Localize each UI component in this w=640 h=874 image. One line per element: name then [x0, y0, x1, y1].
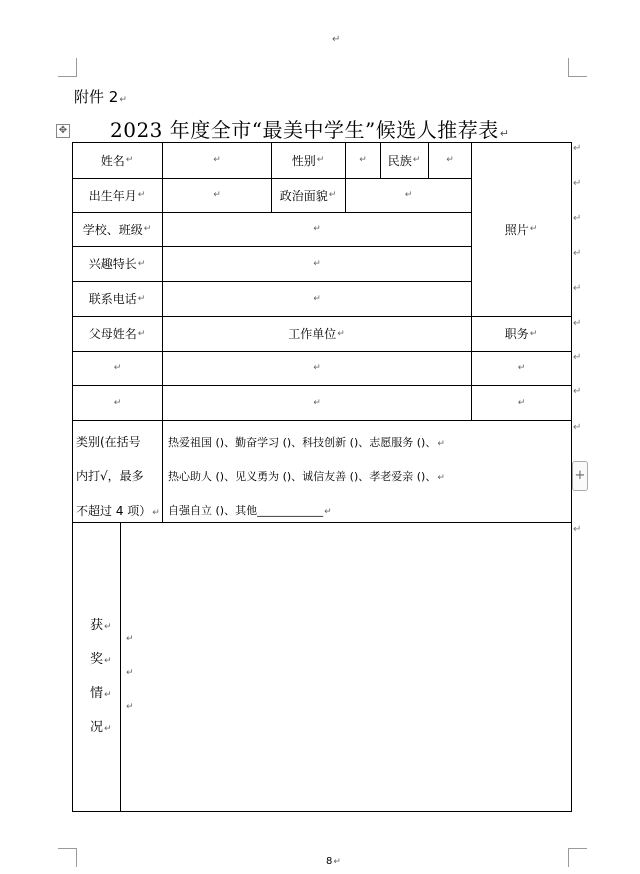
add-row-button[interactable]: + — [572, 461, 588, 491]
awards-label: 况↵ — [90, 720, 112, 735]
ethnicity-label: 民族 ↵ — [387, 153, 421, 168]
table-move-handle-icon[interactable]: ✥ — [56, 124, 70, 138]
category-options[interactable]: 自强自立 ()、其他____________↵ — [168, 504, 332, 517]
page-number: 8↵ — [326, 856, 341, 867]
row-end-mark: ↵ — [573, 318, 582, 329]
birth-field[interactable]: ↵ — [213, 190, 221, 200]
workplace-field[interactable]: ↵ — [313, 397, 321, 408]
category-options[interactable]: 热心助人 ()、见义勇为 ()、诚信友善 ()、孝老爱亲 ()、↵ — [168, 470, 445, 483]
phone-label: 联系电话 ↵ — [88, 292, 146, 306]
gender-label: 性别 ↵ — [291, 153, 325, 168]
gender-field[interactable]: ↵ — [359, 155, 367, 165]
paragraph-mark: ↵ — [332, 34, 341, 45]
position-field[interactable]: ↵ — [517, 397, 526, 408]
page-corner-mark — [58, 58, 77, 77]
page-corner-mark — [568, 848, 587, 867]
category-label: 内打√，最多 — [76, 469, 144, 483]
row-end-mark: ↵ — [573, 178, 582, 189]
politics-field[interactable]: ↵ — [404, 190, 413, 200]
awards-label: 情↵ — [90, 686, 112, 701]
row-end-mark: ↵ — [573, 143, 582, 154]
awards-field[interactable]: ↵ — [126, 668, 134, 678]
name-label: 姓名 ↵ — [100, 153, 134, 168]
awards-label: 奖↵ — [90, 652, 112, 667]
politics-label: 政治面貌 ↵ — [279, 188, 337, 203]
row-end-mark: ↵ — [573, 386, 582, 397]
parent-name-field[interactable]: ↵ — [113, 363, 122, 373]
awards-field[interactable]: ↵ — [126, 634, 134, 644]
attachment-label: 附件 2↵ — [74, 88, 127, 106]
workplace-field[interactable]: ↵ — [313, 363, 321, 373]
name-field[interactable]: ↵ — [213, 155, 221, 165]
birth-label: 出生年月 ↵ — [88, 188, 146, 203]
hobby-field[interactable]: ↵ — [313, 258, 321, 269]
ethnicity-field[interactable]: ↵ — [446, 155, 454, 165]
row-end-mark: ↵ — [573, 283, 582, 294]
phone-field[interactable]: ↵ — [313, 293, 321, 304]
parent-name-field[interactable]: ↵ — [113, 397, 122, 408]
photo-cell[interactable]: 照片 ↵ — [504, 222, 538, 237]
category-options[interactable]: 热爱祖国 ()、勤奋学习 ()、科技创新 ()、志愿服务 ()、↵ — [168, 436, 445, 449]
position-field[interactable]: ↵ — [517, 363, 526, 373]
row-end-mark: ↵ — [573, 352, 582, 363]
page-corner-mark — [58, 848, 77, 867]
hobby-label: 兴趣特长 ↵ — [88, 257, 146, 271]
row-end-mark: ↵ — [573, 524, 582, 535]
row-end-mark: ↵ — [573, 248, 582, 259]
position-label: 职务 ↵ — [504, 327, 538, 341]
page-title: 2023 年度全市“最美中学生”候选人推荐表↵ — [110, 118, 510, 142]
page-corner-mark — [568, 58, 587, 77]
school-field[interactable]: ↵ — [313, 224, 321, 234]
awards-field[interactable]: ↵ — [126, 702, 134, 712]
row-end-mark: ↵ — [573, 422, 582, 433]
category-label: 不超过 4 项）↵ — [76, 504, 160, 518]
row-end-mark: ↵ — [573, 213, 582, 224]
awards-label: 获↵ — [90, 618, 112, 633]
school-label: 学校、班级 ↵ — [82, 222, 152, 237]
workplace-label: 工作单位 ↵ — [288, 327, 345, 341]
category-label: 类别(在括号 — [76, 435, 141, 449]
parent-name-label: 父母姓名 ↵ — [88, 327, 146, 341]
